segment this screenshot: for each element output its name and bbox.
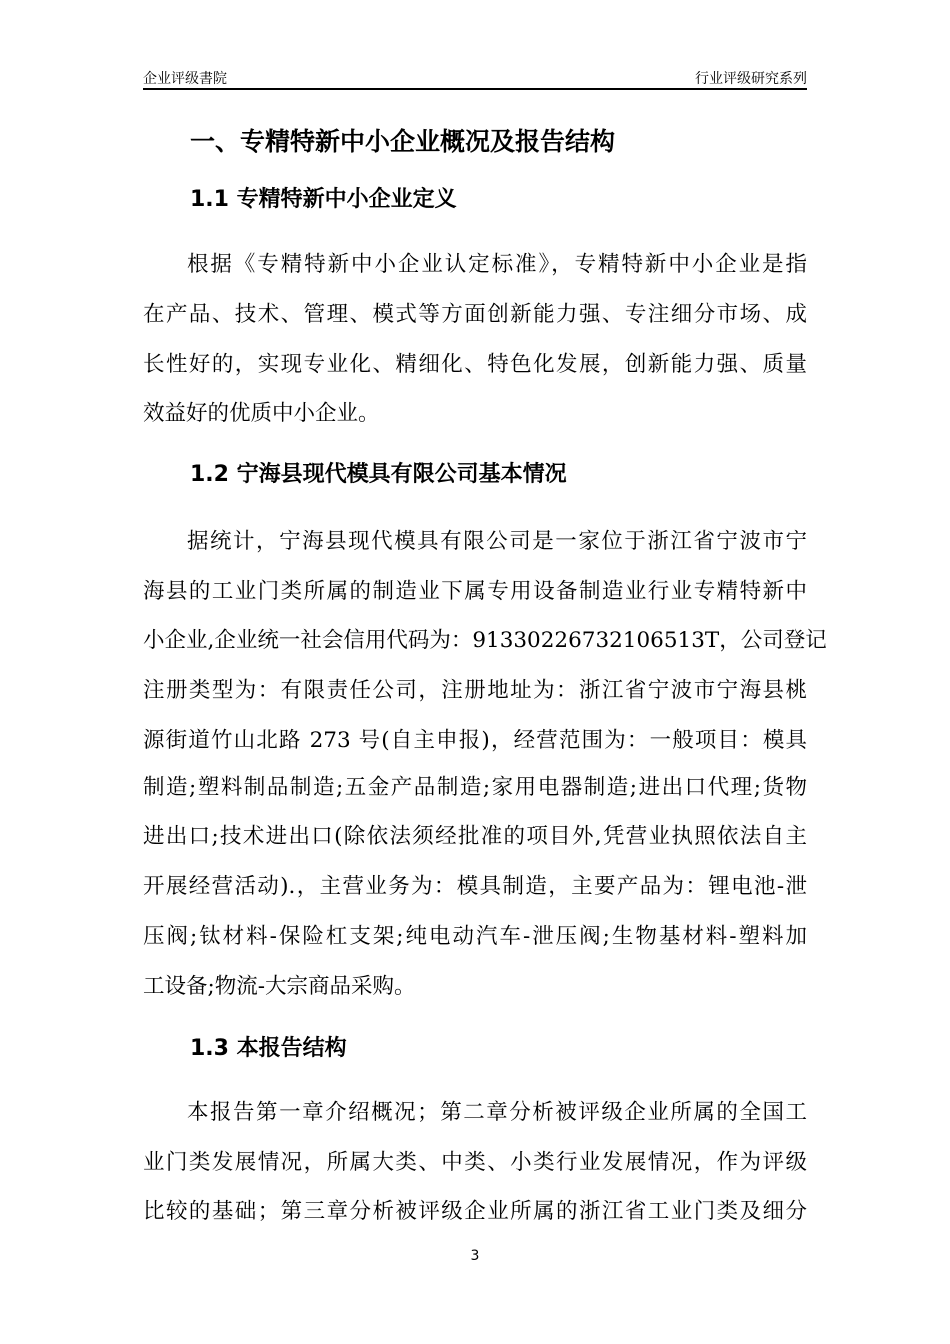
paragraph-line: 制造;塑料制品制造;五金产品制造;家用电器制造;进出口代理;货物	[143, 775, 807, 800]
paragraph-line: 开展经营活动).，主营业务为：模具制造，主要产品为：锂电池-泄	[143, 874, 807, 899]
paragraph-line: 压阀;钛材料-保险杠支架;纯电动汽车-泄压阀;生物基材料-塑料加	[143, 924, 807, 949]
paragraph-line: 小企业,企业统一社会信用代码为：91330226732106513T，公司登记	[143, 628, 827, 653]
paragraph-line: 根据《专精特新中小企业认定标准》，专精特新中小企业是指	[187, 252, 807, 277]
paragraph-line: 本报告第一章介绍概况；第二章分析被评级企业所属的全国工	[187, 1100, 807, 1125]
paragraph-line: 源街道竹山北路 273 号(自主申报)，经营范围为：一般项目：模具	[143, 728, 807, 753]
page-number: 3	[470, 1248, 480, 1264]
paragraph-line: 海县的工业门类所属的制造业下属专用设备制造业行业专精特新中	[143, 579, 807, 604]
header-rule	[143, 88, 807, 90]
paragraph-line: 进出口;技术进出口(除依法须经批准的项目外,凭营业执照依法自主	[143, 824, 807, 849]
section-title: 1.1 专精特新中小企业定义	[190, 187, 457, 212]
paragraph-line: 工设备;物流-大宗商品采购。	[143, 974, 416, 999]
paragraph-line: 据统计，宁海县现代模具有限公司是一家位于浙江省宁波市宁	[187, 529, 807, 554]
paragraph-line: 效益好的优质中小企业。	[143, 401, 380, 426]
paragraph-line: 在产品、技术、管理、模式等方面创新能力强、专注细分市场、成	[143, 302, 807, 327]
header-left: 企业评级書院	[143, 71, 227, 87]
paragraph-line: 业门类发展情况，所属大类、中类、小类行业发展情况，作为评级	[143, 1150, 807, 1175]
chapter-title: 一、专精特新中小企业概况及报告结构	[190, 127, 616, 156]
section-title: 1.3 本报告结构	[190, 1036, 347, 1061]
paragraph-line: 比较的基础；第三章分析被评级企业所属的浙江省工业门类及细分	[143, 1199, 807, 1224]
paragraph-line: 长性好的，实现专业化、精细化、特色化发展，创新能力强、质量	[143, 352, 807, 377]
paragraph-line: 注册类型为：有限责任公司，注册地址为：浙江省宁波市宁海县桃	[143, 678, 807, 703]
header-right: 行业评级研究系列	[695, 71, 807, 87]
section-title: 1.2 宁海县现代模具有限公司基本情况	[190, 462, 567, 487]
